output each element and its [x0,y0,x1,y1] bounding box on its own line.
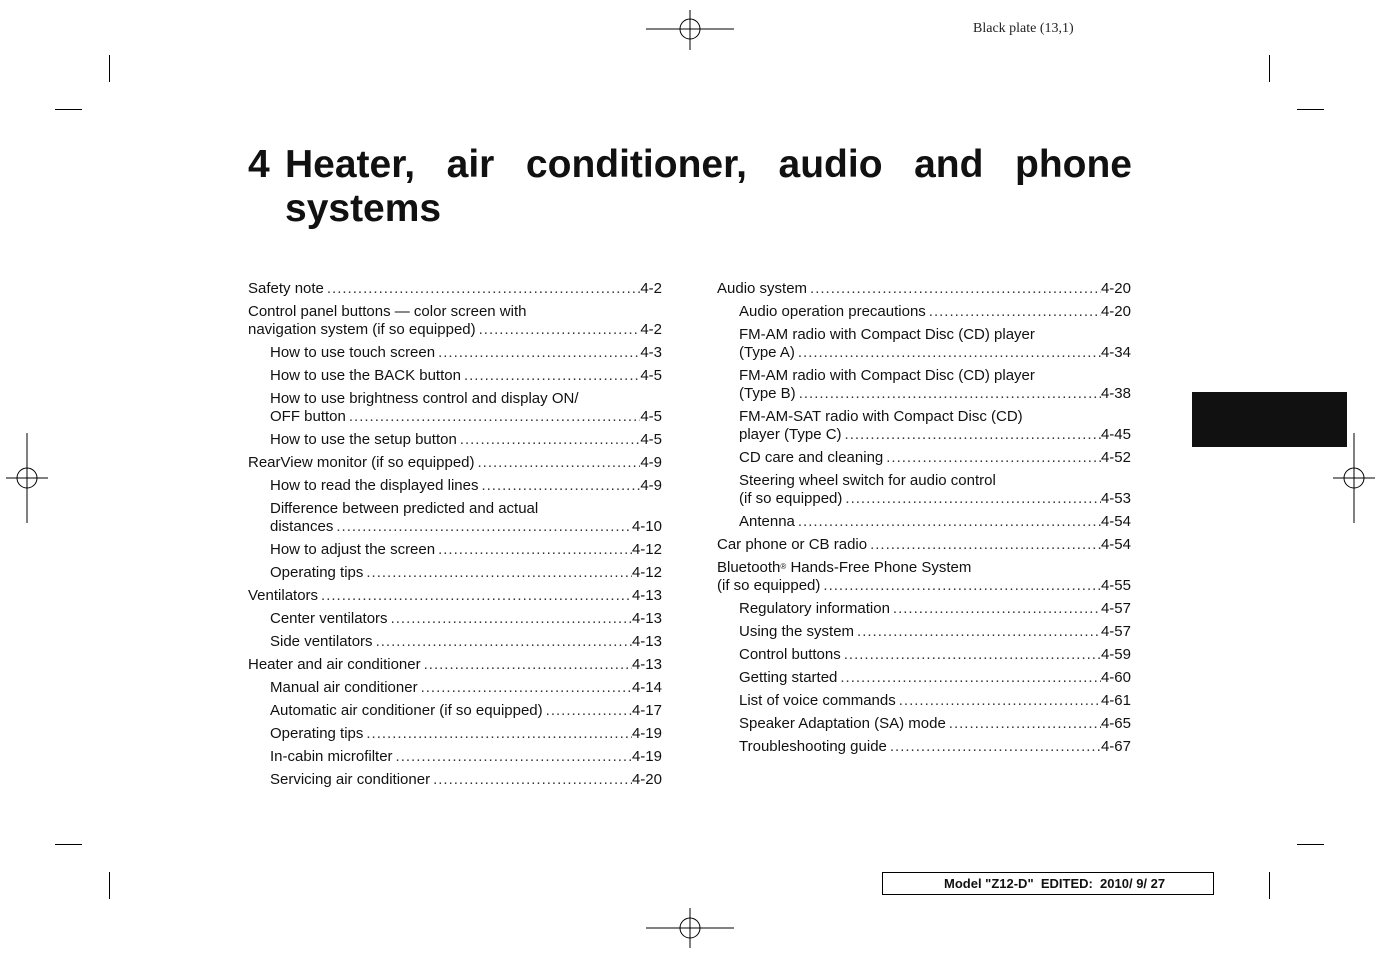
toc-page-number: 4-65 [1100,715,1131,732]
toc-dot-leader [476,321,641,339]
toc-entry-text: Bluetooth® Hands-Free Phone System [717,559,972,576]
toc-entry[interactable] [248,725,662,746]
toc-entry[interactable] [248,771,662,792]
toc-entry[interactable] [248,344,662,365]
toc-page-number: 4-57 [1100,600,1131,617]
toc-dot-leader [363,564,632,582]
toc-dot-leader [421,656,632,674]
toc-dot-leader [842,490,1101,508]
toc-entry[interactable] [717,303,1131,324]
toc-entry-text: Heater and air conditioner [248,656,421,673]
toc-dot-leader [867,536,1101,554]
toc-entry[interactable] [248,656,662,677]
crop-mark [1297,844,1324,845]
toc-dot-leader [795,344,1101,362]
toc-page-number: 4-14 [631,679,662,696]
toc-entry-text: FM-AM radio with Compact Disc (CD) player [739,326,1035,343]
toc-entry-text: Audio operation precautions [739,303,926,320]
toc-entry[interactable] [717,280,1131,301]
toc-page-number: 4-5 [640,367,662,384]
toc-entry[interactable] [248,748,662,769]
toc-entry[interactable] [717,513,1131,534]
toc-entry-text: FM-AM radio with Compact Disc (CD) player [739,367,1035,384]
crop-mark [55,109,82,110]
chapter-title-line-1: Heater, air conditioner, audio and phone [285,143,1132,186]
toc-entry[interactable] [717,646,1131,667]
toc-entry[interactable] [248,367,662,388]
toc-entry-text: Automatic air conditioner (if so equipped) [270,702,543,719]
crop-mark [1269,872,1270,899]
toc-entry[interactable] [717,326,1131,365]
toc-entry[interactable] [248,431,662,452]
toc-dot-leader [435,541,632,559]
toc-dot-leader [887,738,1101,756]
toc-entry[interactable] [248,500,662,539]
toc-dot-leader [926,303,1101,321]
registration-mark-icon [646,10,734,50]
toc-entry[interactable] [248,541,662,562]
toc-entry-text: CD care and cleaning [739,449,884,466]
toc-entry-text: Antenna [739,513,795,530]
toc-entry-text: FM-AM-SAT radio with Compact Disc (CD) [739,408,1023,425]
toc-dot-leader [418,679,632,697]
toc-entry-text: Regulatory information [739,600,890,617]
toc-page-number: 4-5 [640,408,662,425]
toc-page-number: 4-53 [1100,490,1131,507]
toc-entry-text: Control panel buttons — color screen with [248,303,527,320]
toc-page-number: 4-20 [631,771,662,788]
toc-entry[interactable] [248,587,662,608]
toc-entry-text: OFF button [270,408,346,425]
toc-left-column [248,278,662,792]
toc-page-number: 4-2 [640,280,662,297]
toc-entry-text: How to read the displayed lines [270,477,479,494]
toc-entry-text: Steering wheel switch for audio control [739,472,996,489]
toc-entry[interactable] [717,692,1131,713]
toc-entry-text: Difference between predicted and actual [270,500,539,517]
registration-mark-icon [646,908,734,948]
toc-entry-text: Audio system [717,280,808,297]
toc-page-number: 4-54 [1100,513,1131,530]
toc-entry[interactable] [248,564,662,585]
toc-page-number: 4-61 [1100,692,1131,709]
toc-dot-leader [373,633,632,651]
toc-page-number: 4-19 [631,748,662,765]
toc-right-column [717,278,1131,759]
toc-dot-leader [324,280,640,298]
toc-entry-text: player (Type C) [739,426,842,443]
toc-dot-leader [795,513,1101,531]
toc-dot-leader [461,367,640,385]
toc-entry-text: In-cabin microfilter [270,748,393,765]
toc-page-number: 4-55 [1100,577,1131,594]
toc-dot-leader [318,587,632,605]
toc-dot-leader [543,702,632,720]
toc-page-number: 4-3 [640,344,662,361]
crop-mark [109,872,110,899]
toc-dot-leader [475,454,641,472]
toc-entry-text: Operating tips [270,725,364,742]
model-footer: Model "Z12-D" EDITED: 2010/ 9/ 27 [882,872,1214,895]
toc-entry[interactable] [248,303,662,342]
toc-entry[interactable] [717,367,1131,406]
toc-dot-leader [842,426,1101,444]
toc-dot-leader [946,715,1101,733]
toc-entry-text: Car phone or CB radio [717,536,868,553]
toc-entry[interactable] [717,408,1131,447]
toc-page-number: 4-12 [631,541,662,558]
toc-page-number: 4-19 [631,725,662,742]
toc-entry-text: Ventilators [248,587,319,604]
toc-entry[interactable] [248,679,662,700]
toc-dot-leader [820,577,1101,595]
toc-page-number: 4-12 [631,564,662,581]
toc-entry-text: Manual air conditioner [270,679,418,696]
toc-entry-text: Servicing air conditioner [270,771,431,788]
toc-entry[interactable] [717,715,1131,736]
toc-page-number: 4-59 [1100,646,1131,663]
toc-page-number: 4-20 [1100,303,1131,320]
toc-entry-text: distances [270,518,334,535]
toc-entry-text: List of voice commands [739,692,896,709]
toc-entry-text: (if so equipped) [739,490,843,507]
toc-page-number: 4-13 [631,656,662,673]
toc-page-number: 4-13 [631,633,662,650]
toc-page-number: 4-10 [631,518,662,535]
toc-entry-text: How to use touch screen [270,344,436,361]
toc-entry[interactable] [717,669,1131,690]
toc-page-number: 4-20 [1100,280,1131,297]
crop-mark [1269,55,1270,82]
toc-dot-leader [807,280,1101,298]
toc-dot-leader [890,600,1101,618]
toc-dot-leader [430,771,632,789]
toc-entry-text: How to adjust the screen [270,541,436,558]
toc-page-number: 4-17 [631,702,662,719]
toc-page-number: 4-5 [640,431,662,448]
toc-entry-text: (Type A) [739,344,795,361]
toc-page-number: 4-67 [1100,738,1131,755]
crop-mark [1297,109,1324,110]
toc-page-number: 4-9 [640,454,662,471]
toc-entry[interactable] [717,738,1131,759]
toc-page-number: 4-57 [1100,623,1131,640]
toc-entry-text: RearView monitor (if so equipped) [248,454,475,471]
toc-entry[interactable] [717,600,1131,621]
chapter-title-line-2: systems [285,187,442,230]
toc-entry-text: How to use the setup button [270,431,457,448]
crop-mark [55,844,82,845]
toc-entry[interactable] [717,536,1131,557]
toc-entry-text: Using the system [739,623,855,640]
toc-entry[interactable] [248,454,662,475]
toc-entry[interactable] [248,477,662,498]
toc-entry-text: Safety note [248,280,324,297]
toc-entry-text: Control buttons [739,646,841,663]
registration-mark-icon [6,433,48,523]
toc-page-number: 4-34 [1100,344,1131,361]
toc-entry-text: How to use the BACK button [270,367,461,384]
toc-entry-text: Getting started [739,669,838,686]
chapter-number: 4 [248,143,270,186]
toc-entry[interactable] [717,559,1131,598]
toc-dot-leader [457,431,641,449]
toc-entry[interactable] [248,390,662,429]
toc-dot-leader [478,477,640,495]
toc-dot-leader [363,725,632,743]
toc-page-number: 4-13 [631,610,662,627]
crop-mark [109,55,110,82]
toc-entry-text: (Type B) [739,385,796,402]
toc-page-number: 4-60 [1100,669,1131,686]
toc-entry[interactable] [717,472,1131,511]
toc-dot-leader [346,408,640,426]
chapter-tab [1192,392,1347,447]
toc-dot-leader [883,449,1101,467]
plate-label: Black plate (13,1) [973,21,1074,36]
toc-entry-text: (if so equipped) [717,577,821,594]
toc-entry[interactable] [717,449,1131,470]
toc-entry-text: Speaker Adaptation (SA) mode [739,715,946,732]
toc-dot-leader [393,748,632,766]
toc-entry-text: Operating tips [270,564,364,581]
toc-page-number: 4-45 [1100,426,1131,443]
toc-dot-leader [854,623,1101,641]
toc-entry-text: Side ventilators [270,633,373,650]
toc-dot-leader [837,669,1101,687]
toc-dot-leader [388,610,632,628]
toc-entry[interactable] [717,623,1131,644]
toc-entry[interactable] [248,280,662,301]
toc-page-number: 4-52 [1100,449,1131,466]
toc-dot-leader [896,692,1101,710]
toc-page-number: 4-2 [640,321,662,338]
toc-page-number: 4-13 [631,587,662,604]
toc-page-number: 4-54 [1100,536,1131,553]
toc-entry[interactable] [248,633,662,654]
toc-dot-leader [435,344,640,362]
toc-entry[interactable] [248,610,662,631]
toc-entry-text: Center ventilators [270,610,388,627]
toc-entry-text: navigation system (if so equipped) [248,321,476,338]
toc-dot-leader [841,646,1101,664]
toc-entry-text: Troubleshooting guide [739,738,887,755]
toc-entry[interactable] [248,702,662,723]
toc-page-number: 4-38 [1100,385,1131,402]
toc-dot-leader [333,518,632,536]
toc-entry-text: How to use brightness control and display ON/ [270,390,579,407]
toc-page-number: 4-9 [640,477,662,494]
toc-dot-leader [796,385,1101,403]
